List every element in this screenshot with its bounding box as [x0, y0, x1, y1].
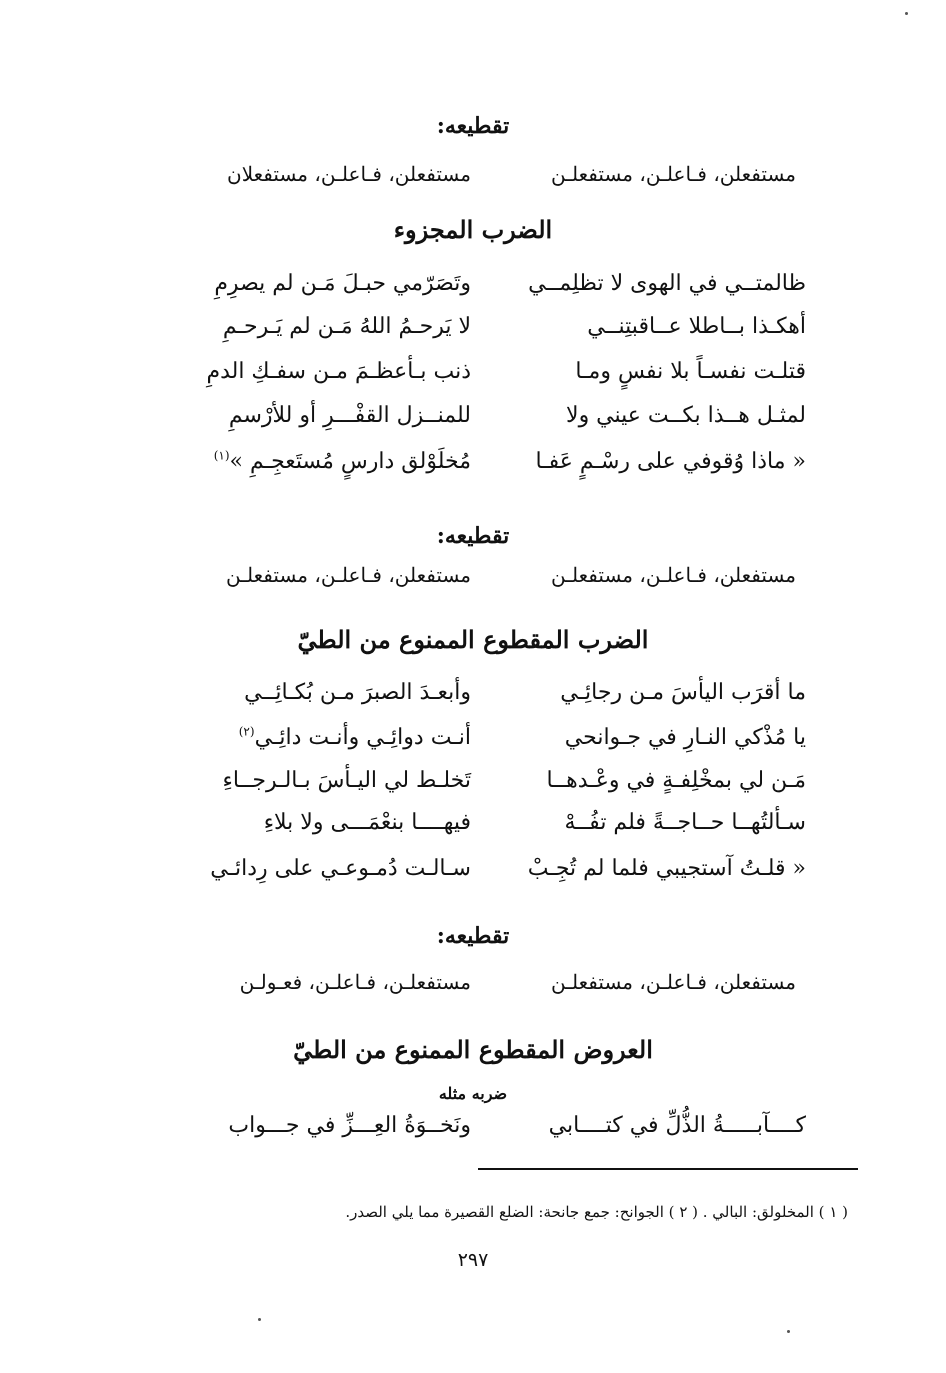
verse-line [176, 352, 806, 392]
verse-line [176, 396, 806, 436]
scansion-label: تقطيعه: [436, 923, 510, 949]
scan-speck [905, 12, 908, 15]
section-title: الضرب المقطوع الممنوع من الطيّ [297, 625, 649, 654]
verse-second-hemistich: ونَخــوَةُ العِـــزِّ في جـــواب [228, 1113, 471, 1138]
verse-line [176, 761, 806, 801]
footnote-separator [478, 1168, 858, 1170]
verse-line [176, 849, 806, 889]
section-title: العروض المقطوع الممنوع من الطيّ [293, 1035, 653, 1064]
page-number: ٢٩٧ [457, 1249, 489, 1271]
section-title: الضرب المجزوء [393, 215, 553, 244]
footnote: ( ١ ) المخلولق: البالي . ( ٢ ) الجوانح: جمع جانحة: الضلع القصيرة مما يلي الصدر. [345, 1203, 848, 1221]
scansion-second-hemistich: مستفعلن، فـاعلـن، مستفعلان [227, 162, 471, 186]
verse-line [176, 1106, 806, 1146]
verse-second-hemistich: لا يَرحـمُ اللهُ مَـن لم يَـرحـمِ [222, 314, 471, 339]
verse-line [176, 442, 806, 482]
scansion-first-hemistich: مستفعلن، فـاعلـن، مستفعلـن [550, 970, 796, 994]
scansion-line [176, 965, 796, 999]
scan-speck [787, 1330, 790, 1333]
scansion-first-hemistich: مستفعلن، فـاعلـن، مستفعلـن [550, 162, 796, 186]
verse-second-hemistich: ذنب بـأعظـمَ مـن سفـكِ الدمِ [206, 359, 471, 384]
scansion-label: تقطيعه: [436, 113, 510, 139]
verse-first-hemistich: مَـن لي بمخْلِفـةٍ في وعْـدهــا [546, 768, 806, 793]
verse-first-hemistich: « ماذا وُقوفي على رسْـمٍ عَفـا [535, 449, 806, 474]
scansion-first-hemistich: مستفعلن، فـاعلـن، مستفعلـن [550, 563, 796, 587]
verse-second-hemistich [214, 442, 471, 482]
verse-second-hemistich: تَخلـط لي اليـأسَ بـالـرجــاءِ [222, 768, 471, 793]
verse-line [176, 307, 806, 347]
verse-first-hemistich: ظالمتــي في الهوى لا تظلِمــي [528, 271, 806, 296]
scansion-second-hemistich: مستفعلن، فـاعلـن، مستفعلـن [225, 563, 471, 587]
verse-text: أنـت دوائِـي وأنـت دائِـي [254, 725, 471, 750]
sub-label: ضربه مثله [438, 1084, 508, 1103]
footnote-marker: (١) [213, 448, 230, 463]
verse-second-hemistich: فيهــــا بنعْمَـــى ولا بلاءِ [263, 810, 471, 835]
verse-second-hemistich: وتَصَرّمي حبـلَ مَـن لم يصرِمِ [214, 271, 471, 296]
scansion-label: تقطيعه: [436, 523, 510, 549]
verse-first-hemistich: لمثـل هــذا بكــت عيني ولا [566, 403, 806, 428]
verse-first-hemistich: سـألتُهــا حــاجــةً فلم تفُــهْ [564, 810, 806, 835]
verse-first-hemistich: ما أقرَب اليأسَ مـن رجائِـي [560, 680, 806, 705]
verse-first-hemistich: « قلـتُ آستجيبي فلما لم تُجِـبْ [527, 856, 806, 881]
scansion-line [176, 558, 796, 592]
verse-first-hemistich: يا مُذْكي النـارِ في جـوانحي [564, 725, 806, 750]
verse-first-hemistich: أهكـذا بــاطلا عــاقبتِنــي [587, 314, 806, 339]
verse-second-hemistich: للمنــزل القفْـــرِ أو للأرْسمِ [228, 403, 471, 428]
verse-line [176, 673, 806, 713]
verse-second-hemistich: وأبعـدَ الصبرَ مـن بُكـائِــي [244, 680, 471, 705]
verse-second-hemistich [239, 718, 471, 758]
scan-speck [258, 1318, 261, 1321]
verse-line [176, 264, 806, 304]
footnote-marker: (٢) [238, 724, 255, 739]
verse-second-hemistich: سـالـت دُمـوعـي على رِدائـي [210, 856, 471, 881]
verse-first-hemistich: كــــآبـــــةُ الذُّلِّ في كتــــابي [548, 1113, 806, 1138]
scansion-line [176, 157, 796, 191]
verse-line [176, 718, 806, 758]
verse-first-hemistich: قتلـت نفسـاً بلا نفسٍ ومـا [575, 359, 806, 384]
verse-line [176, 803, 806, 843]
verse-text: مُخلَوْلق دارسٍ مُستَعجِـمِ » [229, 449, 471, 474]
scansion-second-hemistich: مستفعلـن، فـاعلـن، فعـولـن [239, 970, 471, 994]
